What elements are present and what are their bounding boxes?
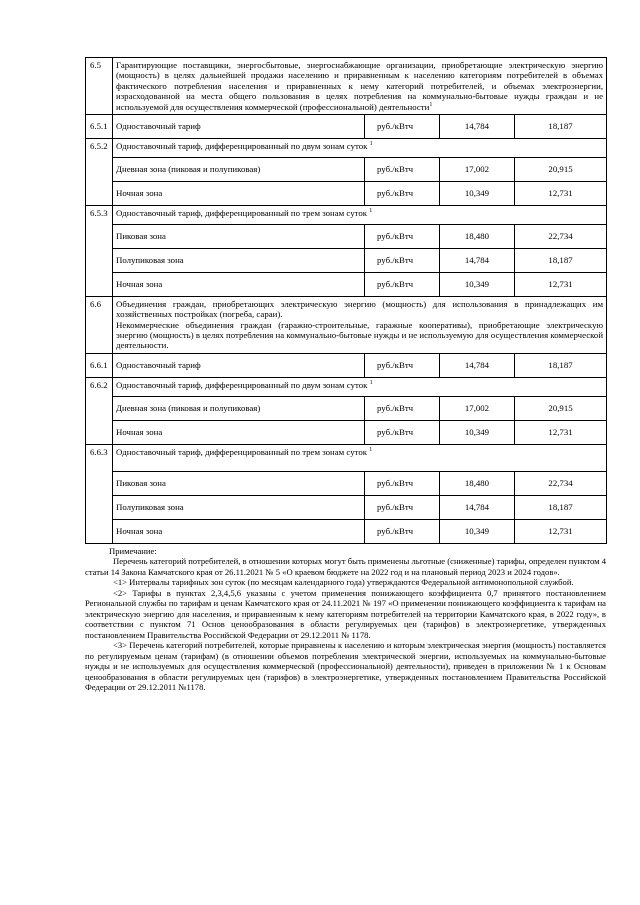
row-unit: руб./кВтч (365, 519, 440, 543)
row-label: Одноставочный тариф (113, 353, 365, 377)
row-value-2: 20,915 (515, 157, 607, 181)
table-row (86, 114, 607, 138)
row-value-1: 14,784 (440, 495, 515, 519)
subsection-title: Одноставочный тариф, дифференцированный по трем зонам суток $^1$ (113, 205, 607, 224)
row-value-2: 12,731 (515, 181, 607, 205)
row-value-2: 18,187 (515, 353, 607, 377)
section-row (86, 296, 607, 353)
row-value-1: 10,349 (440, 420, 515, 444)
row-label: Пиковая зона (113, 471, 365, 495)
tariff-table (85, 57, 607, 544)
subsection-title: Одноставочный тариф, дифференцированный по трем зонам суток $^1$ (113, 444, 607, 471)
row-code: 6.5.3 (86, 205, 113, 296)
row-value-2: 20,915 (515, 396, 607, 420)
row-value-1: 17,002 (440, 396, 515, 420)
row-label: Полупиковая зона (113, 495, 365, 519)
row-value-2: 12,731 (515, 420, 607, 444)
table-row (86, 420, 607, 444)
row-value-1: 18,480 (440, 471, 515, 495)
row-value-1: 17,002 (440, 157, 515, 181)
row-code: 6.6.2 (86, 377, 113, 444)
row-value-2: 22,734 (515, 471, 607, 495)
section-title: Гарантирующие поставщики, энергосбытовые, энергоснабжающие организации, приобретающие электрическую энергию (мощность) в целях дальнейшей продажи населению и приравненным к населению категориям потребителей в объемах фактического потребления населения и приравненных к нему категорий потребителей, и объемах электроэнергии, израсходованной на места общего пользования в целях потребления на коммунально-бытовые нужды граждан и не используемой для осуществления коммерческой (профессиональной) деятельности$^1$ (113, 58, 607, 115)
table-row (86, 157, 607, 181)
row-code: 6.6.3 (86, 444, 113, 543)
section-code: 6.5 (86, 58, 113, 115)
table-row (86, 248, 607, 272)
section-code: 6.6 (86, 296, 113, 353)
row-unit: руб./кВтч (365, 224, 440, 248)
note-paragraph: <2> Тарифы в пунктах 2,3,4,5,6 указаны с учетом применения понижающего коэффициента 0,7 принятого постановлением Региональной службы по тарифам и ценам Камчатского края от 24.11.2021 № 197 «О применении понижающего коэффициента к тарифам на электрическую энергию для населения, и приравненным к нему категориям потребителей на территории Камчатского края, в 2022 году», в соответствии с пунктом 71 Основ ценообразования в области регулируемых цен (тарифов) в электроэнергетике, утвержденных постановлением Правительства Российской Федерации от 29.12.2011 № 1178. (85, 587, 606, 640)
row-value-2: 18,187 (515, 495, 607, 519)
table-row (86, 181, 607, 205)
subsection-row (86, 138, 607, 157)
subsection-title: Одноставочный тариф, дифференцированный по двум зонам суток $^1$ (113, 377, 607, 396)
row-value-1: 10,349 (440, 181, 515, 205)
row-label: Пиковая зона (113, 224, 365, 248)
row-value-1: 10,349 (440, 519, 515, 543)
row-value-1: 10,349 (440, 272, 515, 296)
row-unit: руб./кВтч (365, 181, 440, 205)
row-label: Ночная зона (113, 272, 365, 296)
row-value-2: 18,187 (515, 114, 607, 138)
table-row (86, 224, 607, 248)
row-label: Ночная зона (113, 519, 365, 543)
row-label: Дневная зона (пиковая и полупиковая) (113, 396, 365, 420)
table-row (86, 396, 607, 420)
row-unit: руб./кВтч (365, 471, 440, 495)
row-value-1: 14,784 (440, 248, 515, 272)
row-unit: руб./кВтч (365, 353, 440, 377)
row-value-1: 14,784 (440, 114, 515, 138)
subsection-title: Одноставочный тариф, дифференцированный по двум зонам суток $^1$ (113, 138, 607, 157)
row-value-2: 18,187 (515, 248, 607, 272)
row-value-2: 22,734 (515, 224, 607, 248)
row-label: Одноставочный тариф (113, 114, 365, 138)
notes-heading: Примечание: (109, 545, 157, 556)
row-code: 6.5.1 (86, 114, 113, 138)
note-paragraph: <1> Интервалы тарифных зон суток (по месяцам календарного года) утверждаются Федеральной антимонопольной службой. (113, 577, 574, 588)
row-unit: руб./кВтч (365, 420, 440, 444)
table-row (86, 471, 607, 495)
subsection-row (86, 377, 607, 396)
row-label: Дневная зона (пиковая и полупиковая) (113, 157, 365, 181)
row-unit: руб./кВтч (365, 157, 440, 181)
table-row (86, 519, 607, 543)
subsection-row (86, 444, 607, 471)
notes-block (85, 546, 606, 693)
row-unit: руб./кВтч (365, 272, 440, 296)
row-value-2: 12,731 (515, 272, 607, 296)
note-paragraph: <3> Перечень категорий потребителей, которые приравнены к населению и которым электрическая энергия (мощность) поставляется по регулируемым ценам (тарифам) (в отношении объемов потребления электрической энергии, используемых на коммунально-бытовые нужды и не используемых для осуществления коммерческой (профессиональной) деятельности), приведен в приложении № 1 к Основам ценообразования в области регулируемых цен (тарифов) в электроэнергетике, утвержденных постановлением Правительства Российской Федерации от 29.12.2011 №1178. (85, 640, 606, 693)
section-row (86, 58, 607, 115)
row-code: 6.5.2 (86, 138, 113, 205)
table-row (86, 495, 607, 519)
row-value-2: 12,731 (515, 519, 607, 543)
row-value-1: 14,784 (440, 353, 515, 377)
document-page (85, 57, 606, 693)
row-label: Полупиковая зона (113, 248, 365, 272)
row-value-1: 18,480 (440, 224, 515, 248)
section-title: Объединения граждан, приобретающих электрическую энергию (мощность) для использования в принадлежащих им хозяйственных постройках (погреба, сараи). Некоммерческие объединения граждан (гаражно-строительные, гаражные кооперативы), приобретающие электрическую энергию (мощность) в целях потребления на коммунально-бытовые нужды и не используемую для осуществления коммерческой деятельности. (113, 296, 607, 353)
table-row (86, 272, 607, 296)
row-unit: руб./кВтч (365, 114, 440, 138)
subsection-row (86, 205, 607, 224)
row-unit: руб./кВтч (365, 396, 440, 420)
note-paragraph: Перечень категорий потребителей, в отношении которых могут быть применены льготные (сниженные) тарифы, определен пунктом 4 статьи 14 Закона Камчатского края от 26.11.2021 № 5 «О краевом бюджете на 2022 год и на плановый период 2023 и 2024 годов». (85, 556, 606, 577)
table-row (86, 353, 607, 377)
row-unit: руб./кВтч (365, 248, 440, 272)
row-label: Ночная зона (113, 420, 365, 444)
row-unit: руб./кВтч (365, 495, 440, 519)
row-code: 6.6.1 (86, 353, 113, 377)
row-label: Ночная зона (113, 181, 365, 205)
